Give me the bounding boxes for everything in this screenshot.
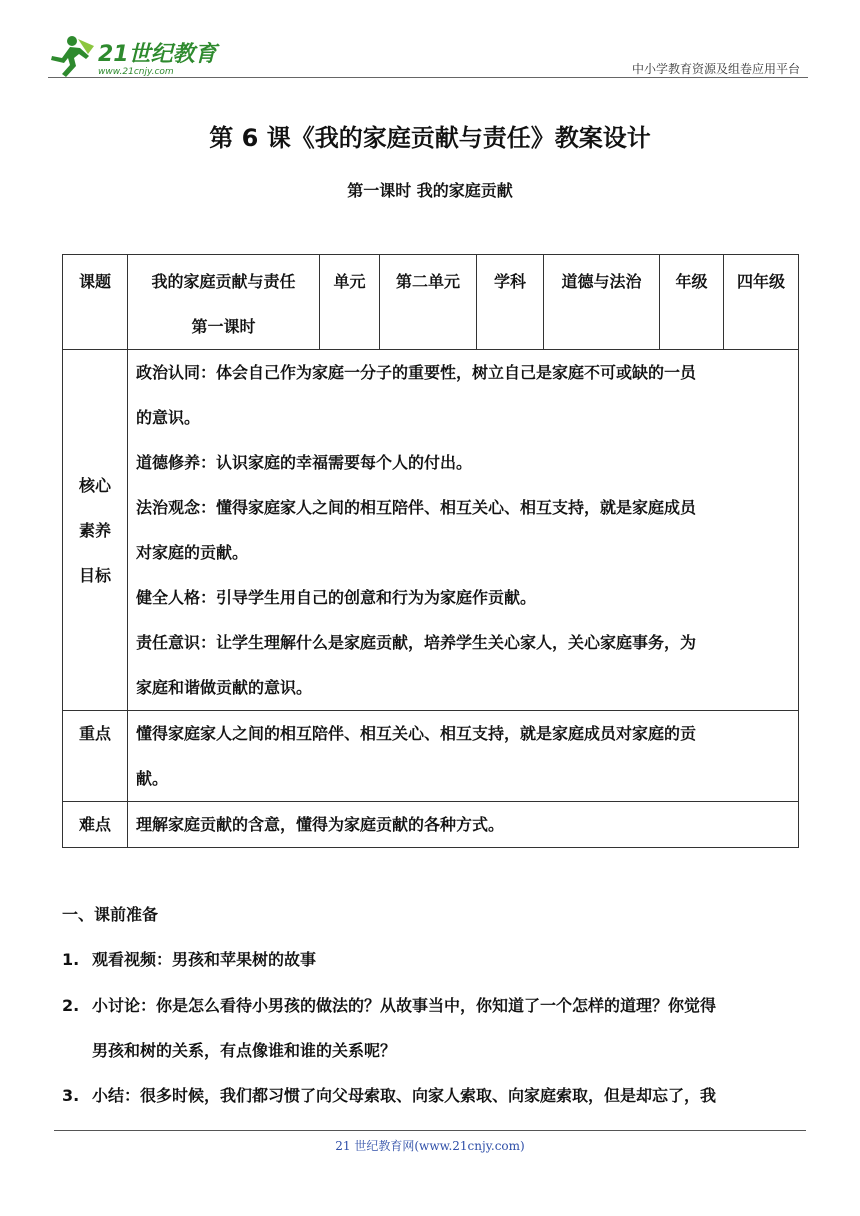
footer-divider <box>54 1130 806 1131</box>
table-row-key-points <box>63 711 799 802</box>
cell-unit-label: 单元 <box>320 255 380 350</box>
cell-topic-label: 课题 <box>63 255 128 350</box>
logo-url: www.21cnjy.com <box>98 67 174 77</box>
cell-subject-value: 道德与法治 <box>544 255 660 350</box>
list-item: 3. 小结：很多时候，我们都习惯了向父母索取、向家人索取、向家庭索取，但是却忘了，我 <box>62 1086 717 1105</box>
cell-difficulty-content: 理解家庭贡献的含意，懂得为家庭贡献的各种方式。 <box>128 802 799 848</box>
list-item-continuation: 男孩和树的关系，有点像谁和谁的关系呢？ <box>92 1041 397 1060</box>
page-header <box>48 30 812 80</box>
cell-difficulty-label: 难点 <box>63 802 128 848</box>
list-item: 2. 小讨论：你是怎么看待小男孩的做法的？从故事当中，你知道了一个怎样的道理？你觉得 <box>62 996 717 1015</box>
cell-subject-label: 学科 <box>477 255 544 350</box>
platform-text: 中小学教育资源及组卷应用平台 <box>631 62 800 76</box>
cell-core-content: 政治认同：体会自己作为家庭一分子的重要性，树立自己是家庭不可或缺的一员 的意识。 道德修养：认识家庭的幸福需要每个人的付出。 法治观念：懂得家庭家人之间的相互陪伴、相互关心、相互支持，就是家庭成员 对家庭的贡献。 健全人格：引导学生用自己的创意和行为为家庭作贡献。 责任意识：让学生理解什么是家庭贡献，培养学生关心家人，关心家庭事务，为 家庭和谐做贡献的意识。 <box>128 350 799 711</box>
table-row-difficulties <box>63 802 799 848</box>
logo <box>48 34 228 78</box>
cell-unit-value: 第二单元 <box>380 255 477 350</box>
list-item: 1. 观看视频：男孩和苹果树的故事 <box>62 950 317 969</box>
cell-grade-value: 四年级 <box>724 255 799 350</box>
section-heading: 一、课前准备 <box>62 905 159 924</box>
table-row-header <box>63 255 799 350</box>
cell-grade-label: 年级 <box>660 255 724 350</box>
footer-text: 21 世纪教育网(www.21cnjy.com) <box>335 1139 525 1153</box>
table-row-core-goals <box>63 350 799 711</box>
cell-topic-value: 我的家庭贡献与责任 第一课时 <box>128 255 320 350</box>
page-subtitle: 第一课时 我的家庭贡献 <box>347 181 513 200</box>
cell-key-content: 懂得家庭家人之间的相互陪伴、相互关心、相互支持，就是家庭成员对家庭的贡 献。 <box>128 711 799 802</box>
page-title: 第 6 课《我的家庭贡献与责任》教案设计 <box>209 124 651 152</box>
lesson-plan-table <box>62 254 799 848</box>
cell-key-label: 重点 <box>63 711 128 802</box>
header-divider <box>48 77 808 78</box>
logo-text: 21世纪教育 <box>98 42 217 67</box>
cell-core-label: 核心 素养 目标 <box>63 350 128 711</box>
